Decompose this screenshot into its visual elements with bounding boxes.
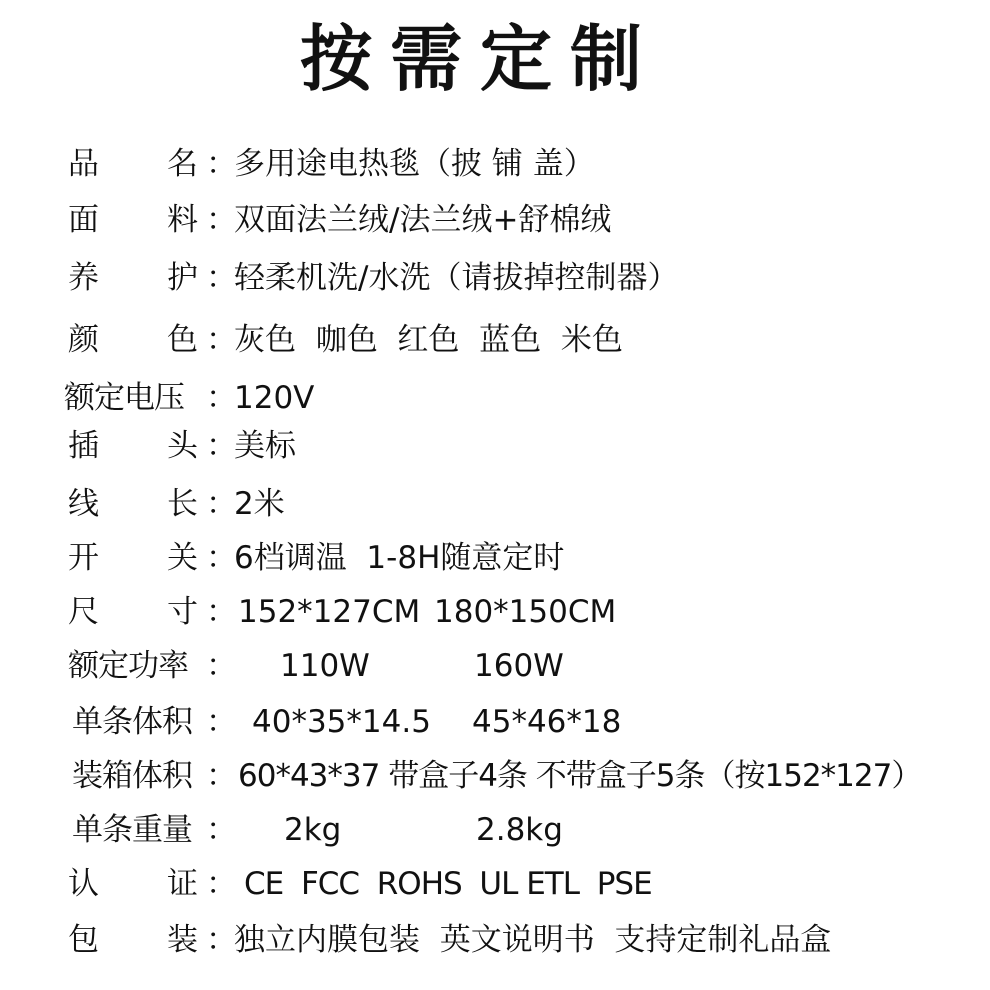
- spec-label: 颜 色: [68, 322, 198, 358]
- spec-label: 包 装: [68, 922, 198, 958]
- spec-value: 160W: [474, 648, 564, 684]
- spec-label: 装箱体积: [72, 758, 192, 794]
- spec-value: 轻柔机洗/水洗（请拔掉控制器）: [234, 260, 679, 296]
- spec-value: 独立内膜包装 英文说明书 支持定制礼品盒: [234, 922, 832, 958]
- spec-value: 2kg: [284, 812, 342, 848]
- spec-value: 110W: [280, 648, 370, 684]
- spec-label: 尺 寸: [68, 594, 198, 630]
- spec-label: 线 长: [68, 486, 198, 522]
- spec-label: 单条重量: [72, 812, 192, 848]
- page-title: 按需定制: [299, 17, 660, 101]
- spec-value: 152*127CM: [238, 594, 421, 630]
- spec-label: 认 证: [68, 866, 198, 902]
- spec-value: 美标: [234, 428, 296, 464]
- spec-value: 多用途电热毯（披 铺 盖）: [234, 146, 595, 182]
- spec-value: 45*46*18: [472, 704, 622, 740]
- spec-label: 品 名: [68, 146, 198, 182]
- spec-value: 180*150CM: [434, 594, 617, 630]
- spec-value: 40*35*14.5: [252, 704, 431, 740]
- spec-value: 60*43*37 带盒子4条 不带盒子5条（按152*127）: [238, 758, 922, 794]
- spec-value: 6档调温 1-8H随意定时: [234, 540, 565, 576]
- spec-value: 120V: [234, 380, 315, 416]
- spec-label: 额定电压: [64, 380, 184, 416]
- spec-label: 额定功率: [68, 648, 188, 684]
- spec-value: 2米: [234, 486, 285, 522]
- spec-label: 面 料: [68, 202, 198, 238]
- spec-value: 双面法兰绒/法兰绒+舒棉绒: [234, 202, 612, 238]
- spec-label: 单条体积: [72, 704, 192, 740]
- spec-value: 灰色 咖色 红色 蓝色 米色: [234, 322, 623, 358]
- spec-value: CE FCC ROHS UL ETL PSE: [244, 866, 652, 902]
- spec-label: 养 护: [68, 260, 198, 296]
- spec-label: 插 头: [68, 428, 198, 464]
- spec-label: 开 关: [68, 540, 198, 576]
- spec-value: 2.8kg: [476, 812, 563, 848]
